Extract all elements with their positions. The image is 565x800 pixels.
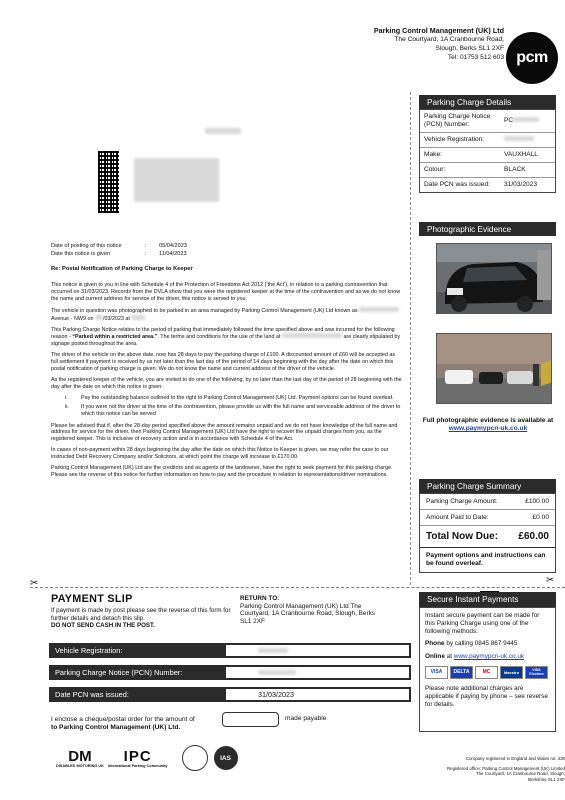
ipc-logo: IPC International Parking Community xyxy=(107,747,168,768)
details-row-date: Date PCN was issued: 31/03/2023 xyxy=(424,181,538,188)
approved-operator-seal-icon xyxy=(182,745,208,771)
disabled-motoring-logo: DM DISABLED MOTORING UK xyxy=(56,747,104,768)
made-payable-text: made payable xyxy=(285,715,327,722)
list-item: ii. If you were not the driver at the time of the contravention, please provide us with the full name and serviceable address of the driver to which this notice can be served xyxy=(65,403,401,417)
delta-icon: DELTA xyxy=(450,666,473,679)
paragraph-2: The vehicle in question was photographed to be parked in an area managed by Parking Control Management (UK) Ltd known as Avenue - NW9 on /03/2023 at xyxy=(51,307,403,323)
notice-dates xyxy=(51,242,187,258)
payment-slip-instructions: If payment is made by post please see the reverse of this form for further details and detach this slip. DO NOT SEND CASH IN THE POST. xyxy=(51,607,236,630)
paragraph-6: Please be advised that if, after the 28-day period specified above the amount remains unpaid and we do not have knowledge of the full name and address for service for the driver, then Parking Control Management (UK) Ltd have the right to recover the unpaid charges from you, as the registered keeper. This is inclusive of recovery action and is in accordance with Schedule 4 of the Act. xyxy=(51,422,398,443)
cheque-statement: I enclose a cheque/postal order for the amount of to Parking Control Management (UK) Ltd. xyxy=(51,716,195,732)
secure-header: Secure Instant Payments xyxy=(419,592,556,607)
parking-charge-details xyxy=(419,95,556,193)
date-posting-value: 05/04/2023 xyxy=(159,243,187,249)
paragraph-1: This notice is given to you in line with Schedule 4 of the Protection of Freedoms Act 2012 (‘the Act’), in relation to a parking contravention that occurred on 31/03/2023. Records from the DVLA show that you were the registered keeper at the time of the contravention and as we do not know the name and current address for service of the driver, this notice is served to you. xyxy=(51,282,401,302)
tear-line-vertical xyxy=(410,92,411,585)
company-address-line1: The Courtyard, 1A Cranbourne Road, xyxy=(394,36,504,43)
ias-logo: IAS xyxy=(214,746,238,770)
company-address-block xyxy=(374,26,504,62)
evidence-url-link[interactable]: www.paymypcn-uk.co.uk xyxy=(448,425,528,433)
date-given-value: 11/04/2023 xyxy=(159,251,187,257)
slip-row-registration: Vehicle Registration: xyxy=(49,643,411,658)
secure-body xyxy=(419,607,556,732)
paragraph-7: In cases of non-payment within 28 days beginning the day after the date on which this Notice to Keeper is given, we may refer the case to our instructed Debt Recovery Company and/or Solicitors, at which point the charge will increase to £170.00. xyxy=(51,447,389,461)
date-posting-row: Date of posting of this notice : 05/04/2023 xyxy=(51,243,187,249)
summary-row-total-due: Total Now Due: £60.00 xyxy=(420,526,555,548)
details-row-pcn: Parking Charge Notice (PCN) Number: PC xyxy=(420,110,555,133)
no-cash-warning: DO NOT SEND CASH IN THE POST. xyxy=(51,622,155,630)
paragraph-5: As the registered keeper of the vehicle, you are invited to do one of the following, by no later than the last day of the period of 28 beginning with the day after the date on which this notice is given: xyxy=(51,376,402,390)
payment-slip-title: PAYMENT SLIP xyxy=(51,593,133,605)
card-logos xyxy=(425,666,550,679)
paragraph-3: This Parking Charge Notice relates to the period of parking that immediately followed the time specified above and was incurred for the following reason - “Parked within a restricted area.”. The terms and conditions for the use of the land at are clearly stipulated by signage posted throughout the area. xyxy=(51,326,401,348)
details-row-colour: Colour: BLACK xyxy=(420,163,555,178)
evidence-note: Full photographic evidence is available at www.paymypcn-uk.co.uk xyxy=(422,417,554,433)
secure-online-link[interactable]: www.paymypcn-uk.co.uk xyxy=(453,653,525,661)
qr-code xyxy=(98,151,119,213)
maestro-icon: Maestro xyxy=(500,666,523,679)
secure-phone: Phone by calling 0845 867 9445 xyxy=(425,640,518,648)
visa-icon: VISA xyxy=(425,666,448,679)
evidence-photo-1 xyxy=(436,243,552,314)
cheque-amount-field[interactable] xyxy=(222,712,279,727)
evidence-header: Photographic Evidence xyxy=(419,222,556,236)
footer-logos xyxy=(56,745,238,771)
company-registration: Company registered in England and Wales no: 436 Registered office: Parking Control Management (UK) Limited The Courtyard, 1A Cranbourne Road, Slough, Berkshire SL1 2XF xyxy=(446,756,565,782)
scissors-icon: ✂ xyxy=(546,575,555,586)
secure-online: Online at www.paymypcn-uk.co.uk xyxy=(425,653,525,661)
date-given-label: Date this notice is given xyxy=(51,251,111,257)
slip-row-date: Date PCN was issued: 31/03/2023 xyxy=(49,687,411,702)
details-table xyxy=(419,109,556,193)
summary-row-amount: Parking Charge Amount: £100.00 xyxy=(420,494,555,510)
details-row-make: Make: VAUXHALL xyxy=(420,148,555,163)
secure-note: Please note additional charges are applicable if paying by phone – see reverse for details. xyxy=(425,684,548,708)
tear-line-horizontal xyxy=(30,587,565,588)
paragraph-8: Parking Control Management (UK) Ltd are the creditors and as agents of the landowner, have the right to seek payment for this parking charge. Please see the reverse of this notice for further information on how to pay and the procedure in relation to representations/driver nominations. xyxy=(51,465,393,478)
list-item: i. Pay the outstanding balance outlined to the right to Parking Control Management (UK) Ltd. Payment options can be found overleaf. xyxy=(65,394,394,401)
company-name: Parking Control Management (UK) Ltd xyxy=(373,26,504,35)
summary-note: Payment options and instructions can be found overleaf. xyxy=(426,552,546,567)
slip-row-pcn: Parking Charge Notice (PCN) Number: xyxy=(49,665,411,680)
redacted-address xyxy=(134,158,219,202)
return-label: RETURN TO: xyxy=(240,595,280,602)
notice-subject: Re: Postal Notification of Parking Charge to Keeper xyxy=(51,266,193,272)
company-phone: Tel: 01753 512 603 xyxy=(447,54,504,61)
letter-body xyxy=(51,282,403,483)
summary-table xyxy=(419,493,556,573)
details-row-registration: Vehicle Registration: xyxy=(420,133,555,148)
company-address-line2: Slough, Berks SL1 2XF xyxy=(435,45,504,52)
mastercard-icon: MC xyxy=(475,666,498,679)
return-address-text: Parking Control Management (UK) Ltd The Courtyard, 1A Cranbourne Road, Slough, Berks SL1 2XF xyxy=(240,602,375,625)
return-address xyxy=(240,595,375,625)
summary-row-paid: Amount Paid to Date: £0.00 xyxy=(420,510,555,526)
evidence-photo-2 xyxy=(436,333,552,404)
visa-electron-icon: VISA Electron xyxy=(525,666,548,679)
options-list xyxy=(51,395,403,418)
secure-intro: Instant secure payment can be made for this Parking Charge using one of the following methods: xyxy=(425,612,540,635)
parking-charge-summary xyxy=(419,479,556,573)
details-header: Parking Charge Details xyxy=(419,95,556,109)
paragraph-4: The driver of the vehicle on the above date, now has 28 days to pay the parking charge of £100. A discounted amount of £60 will be accepted as full settlement if payment is received by us not later than the last day of the period of 14 days beginning with the day after the date on which this postal notification of parking charge is given. We do not know the name and current address of the driver of the vehicle. xyxy=(51,352,396,373)
date-given-row: Date this notice is given : 11/04/2023 xyxy=(51,251,187,257)
secure-instant-payments xyxy=(419,592,556,732)
summary-header: Parking Charge Summary xyxy=(419,479,556,493)
date-posting-label: Date of posting of this notice xyxy=(51,243,122,249)
redacted-reference xyxy=(205,128,241,134)
pcm-logo: pcm xyxy=(506,32,558,84)
scissors-icon: ✂ xyxy=(30,578,39,589)
